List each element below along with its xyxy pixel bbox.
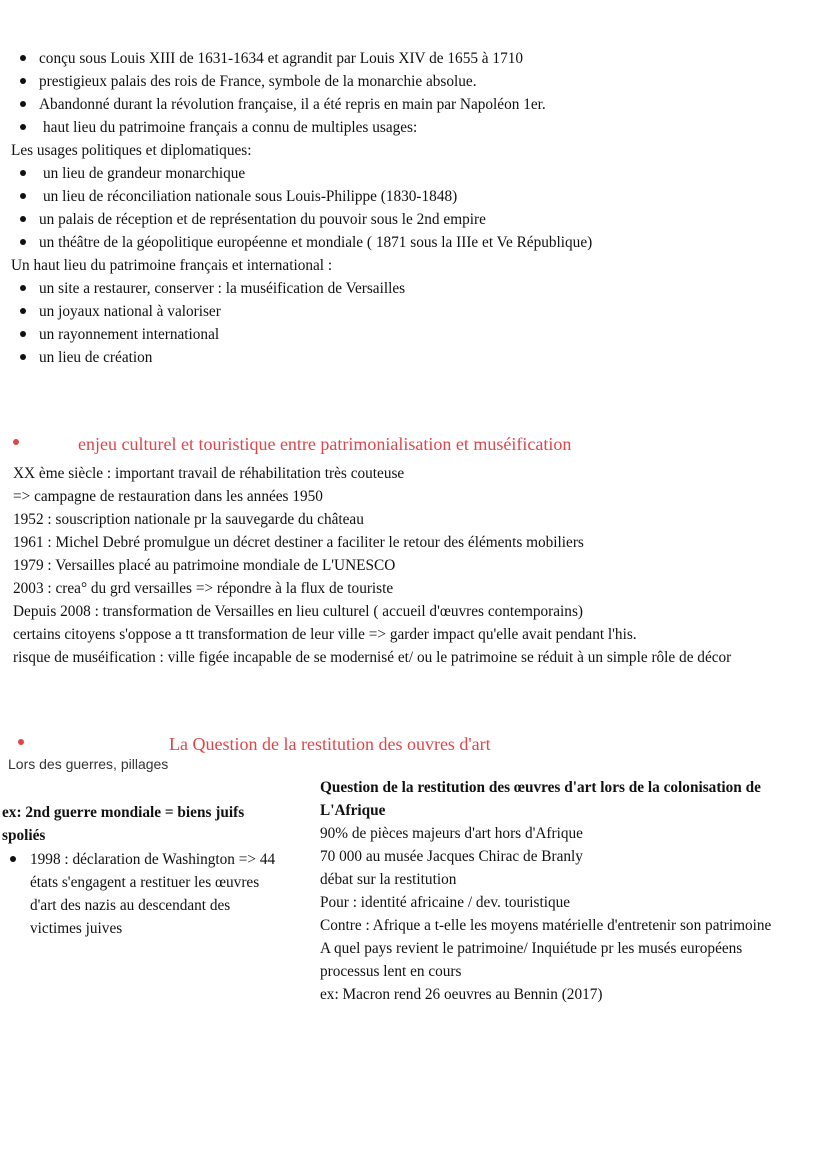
timeline-line: 1979 : Versailles placé au patrimoine mondiale de L'UNESCO bbox=[13, 557, 396, 574]
bullet-icon bbox=[10, 856, 16, 862]
bullet-text: un rayonnement international bbox=[39, 326, 220, 343]
heading-bullet-icon bbox=[18, 739, 24, 745]
bullet-text: prestigieux palais des rois de France, symbole de la monarchie absolue. bbox=[39, 73, 477, 90]
bullet-text: Abandonné durant la révolution française, il a été repris en main par Napoléon 1er. bbox=[39, 96, 546, 113]
bullet-icon bbox=[20, 354, 26, 360]
section-heading: enjeu culturel et touristique entre patrimonialisation et muséification bbox=[78, 434, 572, 454]
bullet-text: un joyaux national à valoriser bbox=[39, 303, 221, 320]
section-heading: La Question de la restitution des ouvres d'art bbox=[169, 734, 491, 754]
bullet-text: un théâtre de la géopolitique européenne et mondiale ( 1871 sous la IIIe et Ve République) bbox=[39, 234, 593, 251]
bullet-text: haut lieu du patrimoine français a connu de multiples usages: bbox=[43, 119, 418, 136]
right-column-line: débat sur la restitution bbox=[320, 871, 457, 888]
timeline-line: Depuis 2008 : transformation de Versailles en lieu culturel ( accueil d'œuvres contemporains) bbox=[13, 603, 583, 620]
bullet-text: un lieu de réconciliation nationale sous Louis-Philippe (1830-1848) bbox=[43, 188, 458, 205]
bullet-icon bbox=[20, 285, 26, 291]
right-column-title: Question de la restitution des œuvres d'art lors de la colonisation de bbox=[320, 779, 761, 796]
bullet-text: un lieu de création bbox=[39, 349, 153, 366]
bullet-text: un site a restaurer, conserver : la muséification de Versailles bbox=[39, 280, 406, 297]
bullet-text: un palais de réception et de représentation du pouvoir sous le 2nd empire bbox=[39, 211, 486, 228]
bullet-icon bbox=[20, 170, 26, 176]
timeline-line: 1961 : Michel Debré promulgue un décret destiner a faciliter le retour des éléments mobiliers bbox=[13, 534, 584, 551]
section-subheading: Lors des guerres, pillages bbox=[8, 756, 169, 772]
bullet-text: états s'engagent a restituer les œuvres bbox=[30, 874, 260, 891]
bullet-icon bbox=[20, 193, 26, 199]
left-column-title: ex: 2nd guerre mondiale = biens juifs bbox=[2, 804, 245, 821]
right-column-line: ex: Macron rend 26 oeuvres au Bennin (2017) bbox=[320, 986, 603, 1003]
bullet-text: un lieu de grandeur monarchique bbox=[43, 165, 246, 182]
right-column-title: L'Afrique bbox=[320, 802, 386, 819]
timeline-line: risque de muséification : ville figée incapable de se modernisé et/ ou le patrimoine se réduit à un simple rôle de décor bbox=[13, 649, 732, 666]
bullet-icon bbox=[20, 216, 26, 222]
left-column-title: spoliés bbox=[2, 827, 46, 844]
right-column-line: 90% de pièces majeurs d'art hors d'Afrique bbox=[320, 825, 583, 842]
right-column-line: A quel pays revient le patrimoine/ Inquiétude pr les musés européens bbox=[320, 940, 743, 957]
timeline-line: => campagne de restauration dans les années 1950 bbox=[13, 488, 323, 505]
bullet-icon bbox=[20, 239, 26, 245]
timeline-line: certains citoyens s'oppose a tt transformation de leur ville => garder impact qu'elle avait pendant l'his. bbox=[13, 626, 637, 643]
bullet-text: d'art des nazis au descendant des bbox=[30, 897, 231, 914]
bullet-icon bbox=[20, 101, 26, 107]
subtitle-heritage: Un haut lieu du patrimoine français et international : bbox=[11, 257, 333, 274]
right-column-line: Pour : identité africaine / dev. touristique bbox=[320, 894, 571, 911]
bullet-icon bbox=[20, 308, 26, 314]
bullet-icon bbox=[20, 55, 26, 61]
timeline-line: 1952 : souscription nationale pr la sauvegarde du château bbox=[13, 511, 364, 528]
timeline-line: XX ème siècle : important travail de réhabilitation très couteuse bbox=[13, 465, 405, 482]
bullet-icon bbox=[20, 78, 26, 84]
right-column-line: 70 000 au musée Jacques Chirac de Branly bbox=[320, 848, 583, 865]
right-column-line: Contre : Afrique a t-elle les moyens matérielle d'entretenir son patrimoine bbox=[320, 917, 772, 934]
bullet-icon bbox=[20, 124, 26, 130]
heading-bullet-icon bbox=[13, 439, 19, 445]
subtitle-political: Les usages politiques et diplomatiques: bbox=[11, 142, 252, 159]
right-column-line: processus lent en cours bbox=[320, 963, 462, 980]
bullet-text: conçu sous Louis XIII de 1631-1634 et agrandit par Louis XIV de 1655 à 1710 bbox=[39, 50, 524, 67]
bullet-text: victimes juives bbox=[30, 920, 123, 937]
bullet-text: 1998 : déclaration de Washington => 44 bbox=[30, 851, 276, 868]
timeline-line: 2003 : crea° du grd versailles => répondre à la flux de touriste bbox=[13, 580, 394, 597]
bullet-icon bbox=[20, 331, 26, 337]
